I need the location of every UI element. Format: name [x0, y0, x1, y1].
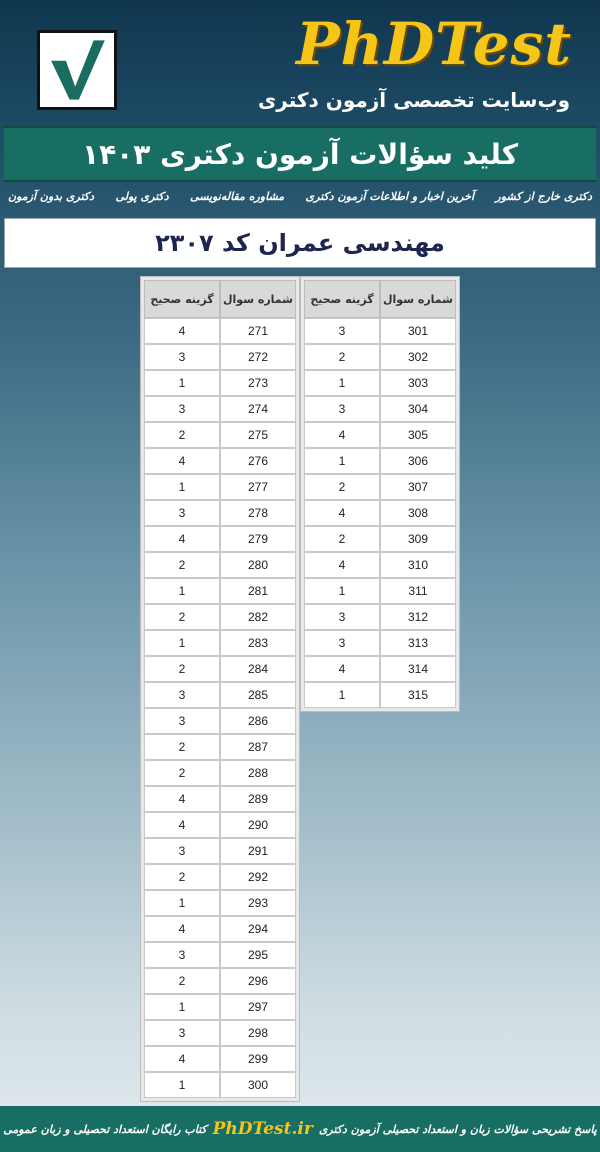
question-number-cell: 296 — [220, 968, 296, 994]
table-row — [144, 942, 296, 968]
table-row — [144, 734, 296, 760]
table-row — [304, 448, 456, 474]
table-row — [144, 370, 296, 396]
nav-link-article-consulting[interactable]: مشاوره مقاله‌نویسی — [190, 190, 285, 203]
header-question: شماره سوال — [380, 280, 456, 318]
checkmark-icon — [40, 33, 114, 107]
table-row — [144, 396, 296, 422]
question-number-cell: 306 — [380, 448, 456, 474]
header-question: شماره سوال — [220, 280, 296, 318]
answer-cell: 4 — [304, 422, 380, 448]
question-number-cell: 278 — [220, 500, 296, 526]
answer-cell: 3 — [144, 396, 220, 422]
question-number-cell: 293 — [220, 890, 296, 916]
answer-cell: 4 — [304, 552, 380, 578]
question-number-cell: 287 — [220, 734, 296, 760]
table-row — [304, 630, 456, 656]
question-number-cell: 299 — [220, 1046, 296, 1072]
answer-table-left — [140, 276, 300, 1102]
table-row — [144, 578, 296, 604]
question-number-cell: 292 — [220, 864, 296, 890]
answer-cell: 1 — [144, 474, 220, 500]
brand-logo-text[interactable]: PhDTest — [296, 10, 572, 78]
answer-cell: 3 — [144, 682, 220, 708]
answer-cell: 1 — [144, 994, 220, 1020]
question-number-cell: 277 — [220, 474, 296, 500]
answer-cell: 2 — [144, 760, 220, 786]
question-number-cell: 313 — [380, 630, 456, 656]
answer-cell: 1 — [304, 448, 380, 474]
answer-cell: 2 — [144, 656, 220, 682]
table-row — [144, 1072, 296, 1098]
nav-link-latest-news[interactable]: آخرین اخبار و اطلاعات آزمون دکتری — [305, 190, 475, 203]
answer-cell: 2 — [144, 552, 220, 578]
nav-link-no-exam[interactable]: دکتری بدون آزمون — [8, 190, 95, 203]
header-answer: گزینه صحیح — [304, 280, 380, 318]
answer-cell: 4 — [304, 656, 380, 682]
answer-cell: 2 — [144, 604, 220, 630]
question-number-cell: 303 — [380, 370, 456, 396]
table-row — [144, 526, 296, 552]
question-number-cell: 305 — [380, 422, 456, 448]
table-row — [144, 656, 296, 682]
answer-cell: 4 — [144, 526, 220, 552]
answer-cell: 3 — [144, 344, 220, 370]
nav-link-abroad[interactable]: دکتری خارج از کشور — [495, 190, 592, 203]
table-row — [144, 604, 296, 630]
nav-bar — [0, 190, 600, 212]
table-row — [304, 682, 456, 708]
table-row — [144, 786, 296, 812]
table-row — [144, 422, 296, 448]
answer-cell: 2 — [304, 474, 380, 500]
table-row — [144, 760, 296, 786]
question-number-cell: 298 — [220, 1020, 296, 1046]
answer-cell: 3 — [304, 630, 380, 656]
answer-cell: 2 — [304, 526, 380, 552]
answer-cell: 4 — [144, 786, 220, 812]
answer-cell: 2 — [144, 734, 220, 760]
question-number-cell: 310 — [380, 552, 456, 578]
question-number-cell: 283 — [220, 630, 296, 656]
question-number-cell: 276 — [220, 448, 296, 474]
table-row — [304, 500, 456, 526]
table-row — [144, 630, 296, 656]
question-number-cell: 290 — [220, 812, 296, 838]
table-row — [144, 344, 296, 370]
footer-text-after[interactable]: کتاب رایگان استعداد تحصیلی و زبان عمومی — [3, 1122, 207, 1136]
footer-text-before[interactable]: پاسخ تشریحی سؤالات زبان و استعداد تحصیلی آزمون دکتری — [318, 1122, 597, 1136]
question-number-cell: 291 — [220, 838, 296, 864]
table-row — [144, 812, 296, 838]
question-number-cell: 273 — [220, 370, 296, 396]
answer-cell: 1 — [144, 578, 220, 604]
table-row — [304, 552, 456, 578]
answer-cell: 1 — [304, 370, 380, 396]
question-number-cell: 280 — [220, 552, 296, 578]
answer-cell: 3 — [144, 708, 220, 734]
answer-cell: 2 — [144, 864, 220, 890]
table-row — [304, 526, 456, 552]
table-row — [144, 708, 296, 734]
question-number-cell: 308 — [380, 500, 456, 526]
table-row — [304, 604, 456, 630]
answer-cell: 2 — [144, 422, 220, 448]
answer-cell: 3 — [304, 604, 380, 630]
answer-cell: 4 — [144, 812, 220, 838]
answer-cell: 1 — [144, 890, 220, 916]
question-number-cell: 312 — [380, 604, 456, 630]
header-answer: گزینه صحیح — [144, 280, 220, 318]
question-number-cell: 315 — [380, 682, 456, 708]
subject-title: مهندسی عمران کد ۲۳۰۷ — [155, 229, 445, 257]
question-number-cell: 301 — [380, 318, 456, 344]
site-header — [0, 0, 600, 125]
question-number-cell: 284 — [220, 656, 296, 682]
table-row — [144, 474, 296, 500]
table-row — [304, 396, 456, 422]
answer-cell: 3 — [144, 500, 220, 526]
subject-box — [4, 218, 596, 268]
table-row — [144, 994, 296, 1020]
question-number-cell: 314 — [380, 656, 456, 682]
question-number-cell: 285 — [220, 682, 296, 708]
answer-cell: 1 — [304, 578, 380, 604]
table-row — [304, 370, 456, 396]
table-row — [144, 682, 296, 708]
table-row — [144, 968, 296, 994]
table-row — [144, 552, 296, 578]
question-number-cell: 288 — [220, 760, 296, 786]
table-row — [304, 318, 456, 344]
answer-cell: 4 — [144, 318, 220, 344]
question-number-cell: 272 — [220, 344, 296, 370]
table-row — [144, 916, 296, 942]
question-number-cell: 274 — [220, 396, 296, 422]
footer-brand[interactable]: PhDTest.ir — [212, 1119, 313, 1139]
answer-cell: 1 — [144, 370, 220, 396]
answer-cell: 4 — [304, 500, 380, 526]
answer-cell: 3 — [144, 838, 220, 864]
answer-cell: 3 — [304, 318, 380, 344]
table-row — [304, 344, 456, 370]
answer-cell: 1 — [144, 1072, 220, 1098]
page-title: کلید سؤالات آزمون دکتری ۱۴۰۳ — [81, 137, 518, 171]
answer-cell: 4 — [144, 448, 220, 474]
question-number-cell: 289 — [220, 786, 296, 812]
question-number-cell: 297 — [220, 994, 296, 1020]
question-number-cell: 304 — [380, 396, 456, 422]
site-tagline: وب‌سایت تخصصی آزمون دکتری — [257, 88, 570, 112]
table-row — [304, 656, 456, 682]
nav-link-paid[interactable]: دکتری پولی — [115, 190, 169, 203]
answer-cell: 2 — [144, 968, 220, 994]
table-row — [144, 864, 296, 890]
question-number-cell: 282 — [220, 604, 296, 630]
answer-cell: 3 — [144, 1020, 220, 1046]
answer-cell: 1 — [304, 682, 380, 708]
table-row — [144, 838, 296, 864]
answer-cell: 4 — [144, 1046, 220, 1072]
answer-cell: 3 — [304, 396, 380, 422]
table-row — [304, 422, 456, 448]
question-number-cell: 311 — [380, 578, 456, 604]
question-number-cell: 300 — [220, 1072, 296, 1098]
table-row — [144, 1046, 296, 1072]
table-row — [304, 578, 456, 604]
question-number-cell: 279 — [220, 526, 296, 552]
question-number-cell: 302 — [380, 344, 456, 370]
table-row — [144, 1020, 296, 1046]
question-number-cell: 286 — [220, 708, 296, 734]
logo[interactable] — [37, 30, 117, 110]
answer-cell: 4 — [144, 916, 220, 942]
title-banner — [4, 126, 596, 182]
footer-text — [3, 1119, 597, 1139]
question-number-cell: 307 — [380, 474, 456, 500]
question-number-cell: 281 — [220, 578, 296, 604]
question-number-cell: 275 — [220, 422, 296, 448]
answer-table-right — [300, 276, 460, 712]
question-number-cell: 309 — [380, 526, 456, 552]
question-number-cell: 271 — [220, 318, 296, 344]
table-row — [304, 474, 456, 500]
table-row — [144, 500, 296, 526]
table-row — [144, 318, 296, 344]
table-row — [144, 890, 296, 916]
answer-cell: 3 — [144, 942, 220, 968]
answer-cell: 2 — [304, 344, 380, 370]
table-row — [144, 448, 296, 474]
question-number-cell: 294 — [220, 916, 296, 942]
question-number-cell: 295 — [220, 942, 296, 968]
answer-cell: 1 — [144, 630, 220, 656]
footer-banner — [0, 1106, 600, 1152]
